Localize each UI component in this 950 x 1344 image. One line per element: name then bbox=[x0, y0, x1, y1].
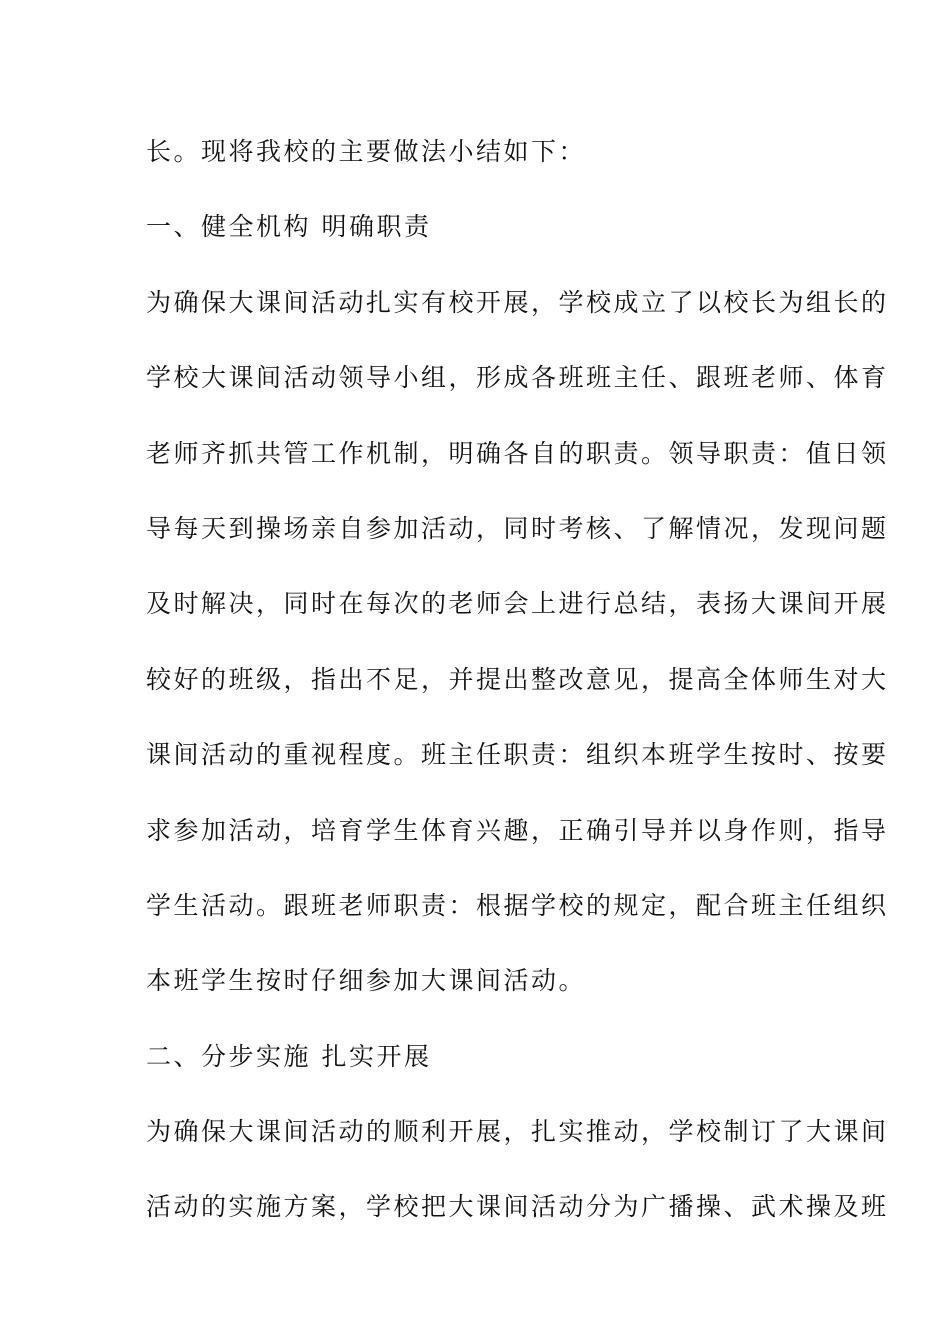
text-line: 为确保大课间活动的顺利开展，扎实推动，学校制订了大课间 bbox=[146, 1117, 889, 1147]
text-line: 活动的实施方案，学校把大课间活动分为广播操、武术操及班 bbox=[146, 1192, 889, 1222]
text-line: 学校大课间活动领导小组，形成各班班主任、跟班老师、体育 bbox=[146, 363, 889, 393]
text-line: 为确保大课间活动扎实有校开展，学校成立了以校长为组长的 bbox=[146, 287, 889, 317]
text-line: 本班学生按时仔细参加大课间活动。 bbox=[146, 966, 587, 996]
text-line: 课间活动的重视程度。班主任职责：组织本班学生按时、按要 bbox=[146, 740, 889, 770]
text-line: 长。现将我校的主要做法小结如下： bbox=[146, 137, 587, 166]
text-line: 及时解决，同时在每次的老师会上进行总结，表扬大课间开展 bbox=[146, 589, 889, 619]
text-line: 导每天到操场亲自参加活动，同时考核、了解情况，发现问题 bbox=[146, 513, 889, 543]
section-heading: 二、分步实施 扎实开展 bbox=[146, 1041, 432, 1071]
text-line: 学生活动。跟班老师职责：根据学校的规定，配合班主任组织 bbox=[146, 890, 889, 920]
section-heading: 一、健全机构 明确职责 bbox=[146, 212, 432, 242]
document-body bbox=[146, 130, 889, 1261]
text-line: 老师齐抓共管工作机制，明确各自的职责。领导职责：值日领 bbox=[146, 438, 889, 468]
text-line: 求参加活动，培育学生体育兴趣，正确引导并以身作则，指导 bbox=[146, 815, 889, 845]
text-line: 较好的班级，指出不足，并提出整改意见，提高全体师生对大 bbox=[146, 664, 889, 694]
